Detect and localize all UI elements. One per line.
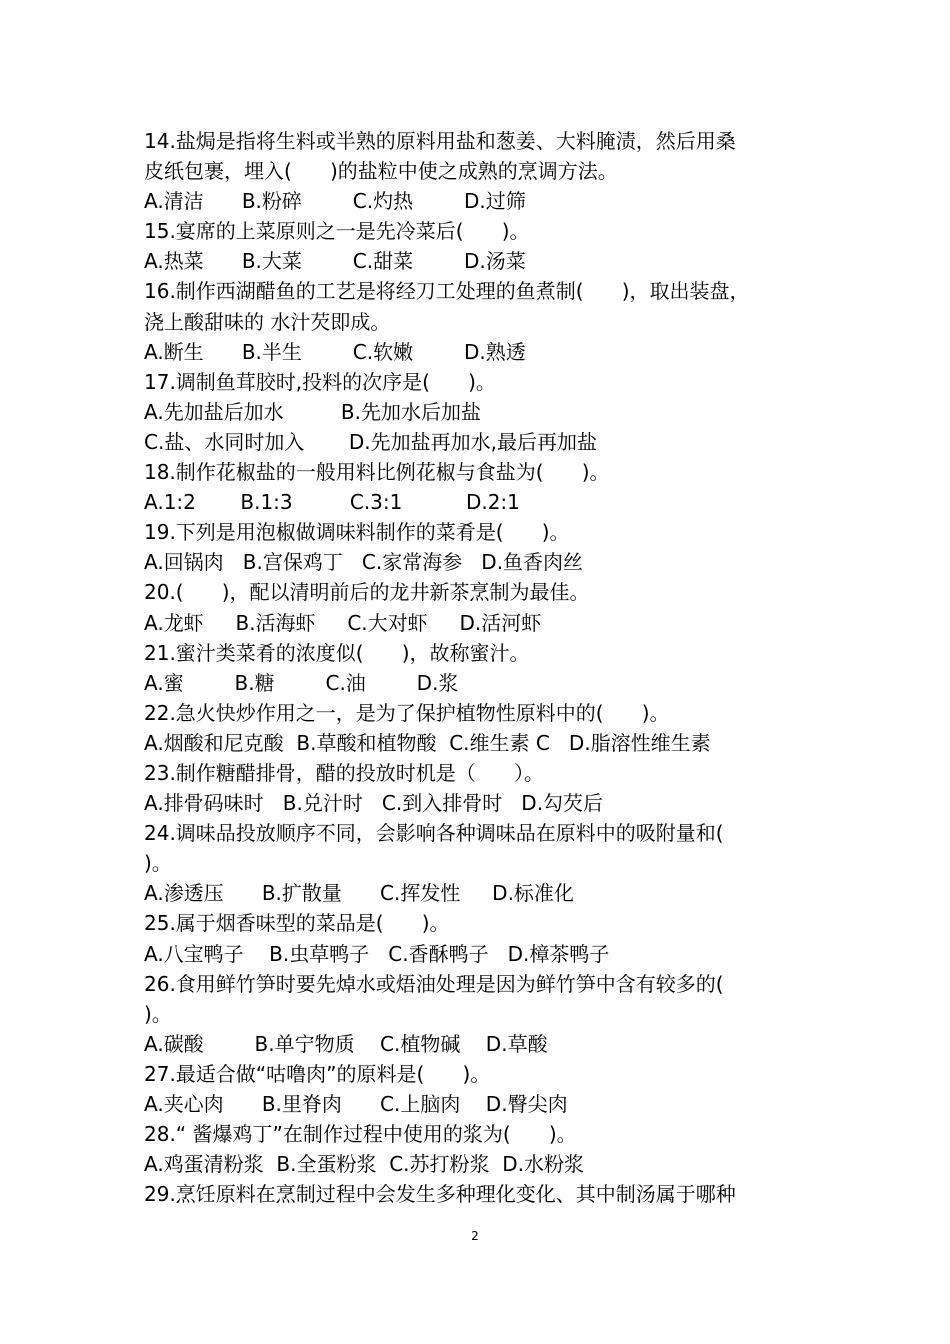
answer-options: A.清洁 B.粉碎 C.灼热 D.过筛 (144, 189, 526, 214)
answer-options: A.先加盐后加水 B.先加水后加盐 (144, 399, 481, 424)
answer-options: A.1:2 B.1:3 C.3:1 D.2:1 (144, 490, 520, 515)
question-list (144, 126, 814, 1209)
text-line: )。 (144, 1001, 172, 1026)
page-number: 2 (471, 1229, 479, 1243)
answer-options: A.排骨码味时 B.兑汁时 C.到入排骨时 D.勾芡后 (144, 791, 604, 816)
text-line: 29.烹饪原料在烹制过程中会发生多种理化变化、其中制汤属于哪种 (144, 1182, 736, 1207)
answer-options: A.碳酸 B.单宁物质 C.植物碱 D.草酸 (144, 1031, 548, 1056)
answer-options: A.热菜 B.大菜 C.甜菜 D.汤菜 (144, 249, 526, 274)
text-line: 皮纸包裹，埋入( )的盐粒中使之成熟的烹调方法。 (144, 159, 618, 184)
text-line: 26.食用鲜竹笋时要先焯水或焐油处理是因为鲜竹笋中含有较多的( (144, 971, 724, 996)
text-line: 28.“ 酱爆鸡丁”在制作过程中使用的浆为( )。 (144, 1122, 577, 1147)
text-line: 15.宴席的上菜原则之一是先冷菜后( )。 (144, 219, 530, 244)
text-line: 14.盐焗是指将生料或半熟的原料用盐和葱姜、大料腌渍，然后用桑 (144, 129, 736, 153)
answer-options: A.八宝鸭子 B.虫草鸭子 C.香酥鸭子 D.樟茶鸭子 (144, 941, 610, 966)
text-line: 25.属于烟香味型的菜品是( )。 (144, 911, 450, 936)
text-line: 23.制作糖醋排骨，醋的投放时机是（ ）。 (144, 760, 544, 785)
text-line: 27.最适合做“咕噜肉”的原料是( )。 (144, 1061, 491, 1086)
text-line: 浇上酸甜味的 水汁芡即成。 (144, 309, 391, 334)
text-line: 22.急火快炒作用之一，是为了保护植物性原料中的( )。 (144, 700, 670, 725)
answer-options: A.断生 B.半生 C.软嫩 D.熟透 (144, 339, 526, 364)
answer-options: A.烟酸和尼克酸 B.草酸和植物酸 C.维生素 C D.脂溶性维生素 (144, 730, 711, 755)
text-line: 24.调味品投放顺序不同，会影响各种调味品在原料中的吸附量和( (144, 821, 724, 846)
text-line: 18.制作花椒盐的一般用料比例花椒与食盐为( )。 (144, 460, 610, 485)
text-line: 16.制作西湖醋鱼的工艺是将经刀工处理的鱼煮制( )，取出装盘， (144, 279, 750, 304)
text-line: 21.蜜汁类菜肴的浓度似( )，故称蜜汁。 (144, 640, 530, 665)
text-line: 19.下列是用泡椒做调味料制作的菜肴是( )。 (144, 520, 570, 545)
text-line: )。 (144, 851, 172, 876)
text-line: 20.( )，配以清明前后的龙井新茶烹制为最佳。 (144, 580, 590, 605)
answer-options: A.夹心肉 B.里脊肉 C.上脑肉 D.臀尖肉 (144, 1092, 568, 1116)
text-line: 17.调制鱼茸胶时,投料的次序是( )。 (144, 369, 496, 394)
answer-options: A.蜜 B.糖 C.油 D.浆 (144, 670, 459, 695)
answer-options: A.渗透压 B.扩散量 C.挥发性 D.标准化 (144, 881, 574, 906)
answer-options: A.龙虾 B.活海虾 C.大对虾 D.活河虾 (144, 610, 542, 635)
answer-options: A.回锅肉 B.宫保鸡丁 C.家常海参 D.鱼香肉丝 (144, 550, 584, 575)
answer-options: C.盐、水同时加入 D.先加盐再加水,最后再加盐 (144, 429, 597, 454)
answer-options: A.鸡蛋清粉浆 B.全蛋粉浆 C.苏打粉浆 D.水粉浆 (144, 1152, 584, 1177)
